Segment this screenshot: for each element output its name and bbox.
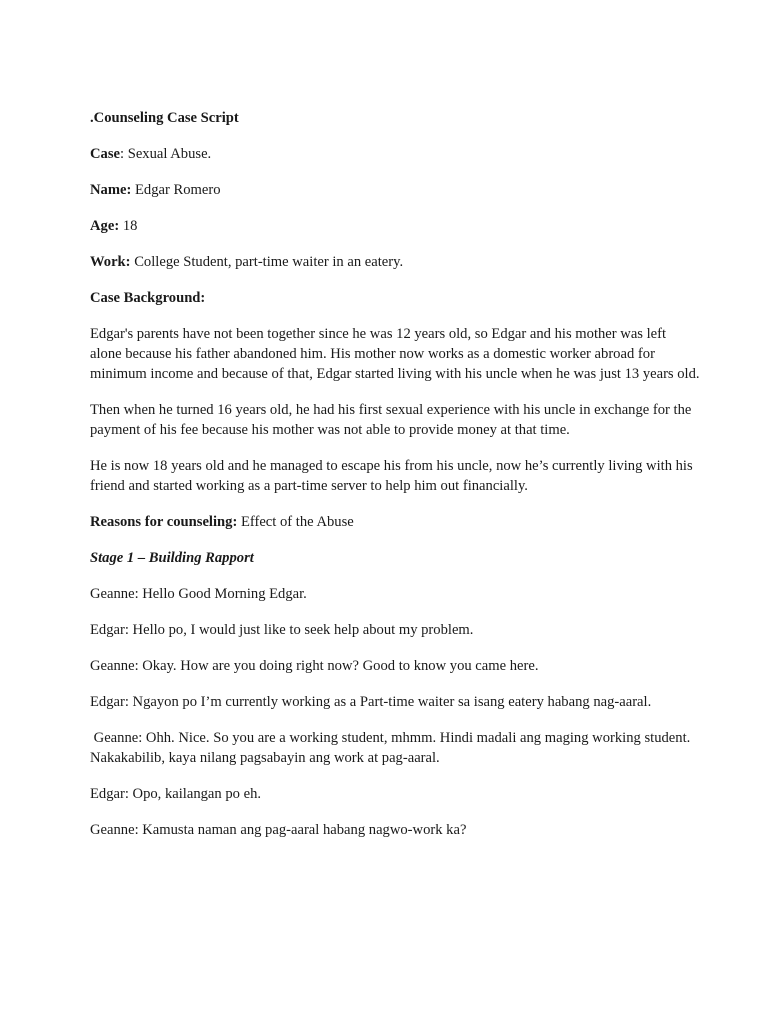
dialogue-line-5: Geanne: Ohh. Nice. So you are a working student, mhmm. Hindi madali ang maging working student. Nakakabilib, kaya nilang pagsabayin ang work at pag-aaral.: [90, 730, 694, 766]
dialogue-line-4: Edgar: Ngayon po I’m currently working as a Part-time waiter sa isang eatery habang nag-aaral.: [90, 694, 652, 710]
document-title: .Counseling Case Script: [90, 110, 239, 126]
dialogue-line-7: Geanne: Kamusta naman ang pag-aaral habang nagwo-work ka?: [90, 822, 467, 838]
stage-heading: Stage 1 – Building Rapport: [90, 550, 254, 566]
name-value: Edgar Romero: [131, 182, 221, 198]
background-heading: Case Background:: [90, 290, 206, 306]
case-label: Case: [90, 146, 120, 162]
reasons-value: Effect of the Abuse: [237, 514, 354, 530]
work-label: Work:: [90, 254, 131, 270]
age-label: Age:: [90, 218, 120, 234]
name-label: Name:: [90, 182, 132, 198]
work-field: [90, 252, 700, 272]
reasons-field: [90, 512, 700, 532]
document-page: [90, 108, 700, 856]
age-value: 18: [119, 218, 138, 234]
dialogue-line-2: Edgar: Hello po, I would just like to seek help about my problem.: [90, 622, 474, 638]
reasons-label: Reasons for counseling:: [90, 514, 238, 530]
work-value: College Student, part-time waiter in an eatery.: [130, 254, 404, 270]
dialogue-line-1: Geanne: Hello Good Morning Edgar.: [90, 586, 307, 602]
background-paragraph-1: Edgar's parents have not been together since he was 12 years old, so Edgar and his mother was left alone because his father abandoned him. His mother now works as a domestic worker abroad for minimum income and because of that, Edgar started living with his uncle when he was just 13 years old.: [90, 326, 700, 382]
case-field: [90, 144, 700, 164]
background-paragraph-3: He is now 18 years old and he managed to escape his from his uncle, now he’s currently living with his friend and started working as a part-time server to help him out financially.: [90, 458, 693, 494]
case-value: : Sexual Abuse.: [120, 146, 212, 162]
dialogue-line-6: Edgar: Opo, kailangan po eh.: [90, 786, 262, 802]
dialogue-line-3: Geanne: Okay. How are you doing right now? Good to know you came here.: [90, 658, 539, 674]
background-paragraph-2: Then when he turned 16 years old, he had his first sexual experience with his uncle in exchange for the payment of his fee because his mother was not able to provide money at that time.: [90, 402, 692, 438]
age-field: [90, 216, 700, 236]
name-field: [90, 180, 700, 200]
